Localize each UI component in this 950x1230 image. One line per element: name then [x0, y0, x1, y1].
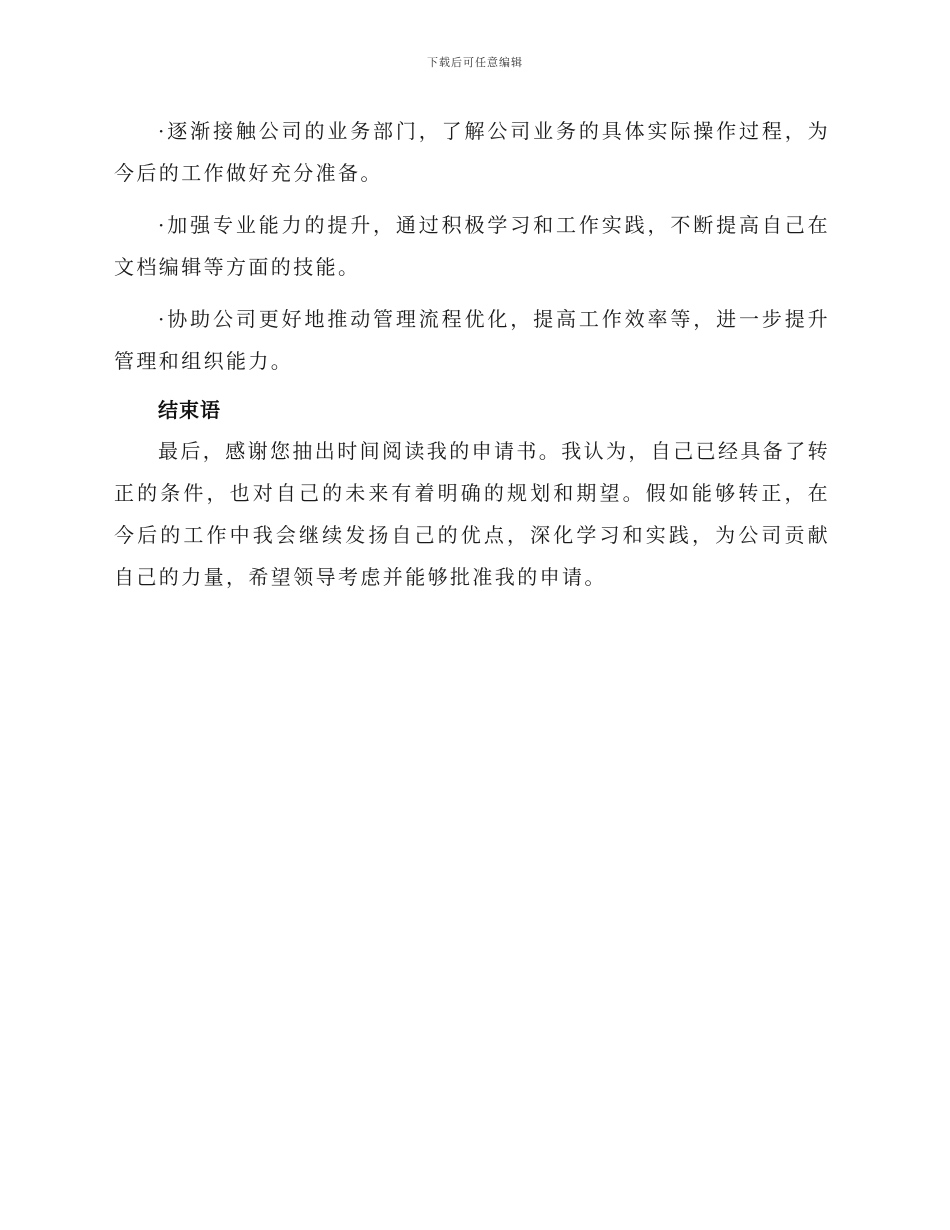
conclusion-paragraph: 最后，感谢您抽出时间阅读我的申请书。我认为，自己已经具备了转正的条件，也对自己的未来有着明确的规划和期望。假如能够转正，在今后的工作中我会继续发扬自己的优点，深化学习和实践，为公司贡献自己的力量，希望领导考虑并能够批准我的申请。 — [114, 439, 830, 589]
bullet-paragraph: ·协助公司更好地推动管理流程优化，提高工作效率等，进一步提升管理和组织能力。 — [114, 307, 830, 373]
bullet-paragraph: ·逐渐接触公司的业务部门，了解公司业务的具体实际操作过程，为今后的工作做好充分准备。 — [114, 119, 830, 185]
section-heading: 结束语 — [158, 398, 221, 422]
bullet-paragraph: ·加强专业能力的提升，通过积极学习和工作实践，不断提高自己在文档编辑等方面的技能。 — [114, 213, 830, 279]
document-body — [114, 110, 830, 608]
page-header: 下载后可任意编辑 — [427, 56, 523, 69]
